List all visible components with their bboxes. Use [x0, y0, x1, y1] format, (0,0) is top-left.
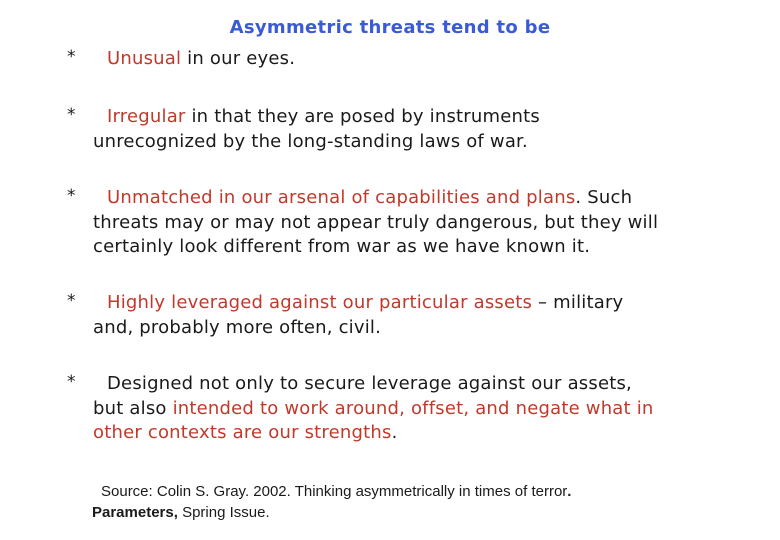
bullet-line: threats may or may not appear truly dangerous, but they will — [93, 211, 659, 233]
bullet-marker: * — [67, 105, 76, 125]
bullet-rest: – military — [532, 292, 624, 313]
source-issue: Spring Issue. — [177, 504, 270, 521]
source-journal: Parameters — [92, 504, 174, 521]
bullet-rest: in that they are posed by instruments — [185, 106, 540, 127]
bullet-line: Designed not only to secure leverage against our assets, — [107, 373, 632, 394]
bullet-highlight: other contexts are our strengths — [93, 422, 392, 443]
bullet-text — [93, 372, 733, 446]
bullet-line: certainly look different from war as we have known it. — [93, 236, 591, 257]
slide-title: Asymmetric threats tend to be — [229, 17, 551, 38]
bullet-marker: * — [67, 186, 76, 206]
source-period: . — [567, 483, 572, 500]
source-text: Source: Colin S. Gray. 2002. Thinking asymmetrically in times of terror — [101, 483, 568, 500]
bullet-text — [93, 291, 733, 340]
bullet-text — [93, 105, 733, 154]
source-comma: , — [173, 504, 178, 521]
bullet-line: unrecognized by the long-standing laws of war. — [93, 130, 528, 152]
bullet-text — [93, 47, 733, 72]
bullet-marker: * — [67, 372, 76, 392]
bullet-line: and, probably more often, civil. — [93, 316, 382, 338]
bullet-rest: . Such — [575, 187, 633, 208]
bullet-highlight: Unmatched in our arsenal of capabilities and plans — [107, 187, 576, 208]
bullet-highlight: Highly leveraged against our particular assets — [107, 292, 533, 313]
bullet-highlight: intended to work around, offset, and negate what in — [172, 397, 654, 419]
bullet-rest: . — [391, 422, 398, 443]
bullet-highlight: Irregular — [107, 106, 186, 127]
bullet-rest: but also — [93, 397, 173, 419]
bullet-marker: * — [67, 291, 76, 311]
source-citation — [92, 481, 742, 523]
bullet-text — [93, 186, 733, 260]
bullet-marker: * — [67, 47, 76, 67]
bullet-highlight: Unusual — [107, 48, 182, 69]
bullet-rest: in our eyes. — [181, 48, 296, 69]
